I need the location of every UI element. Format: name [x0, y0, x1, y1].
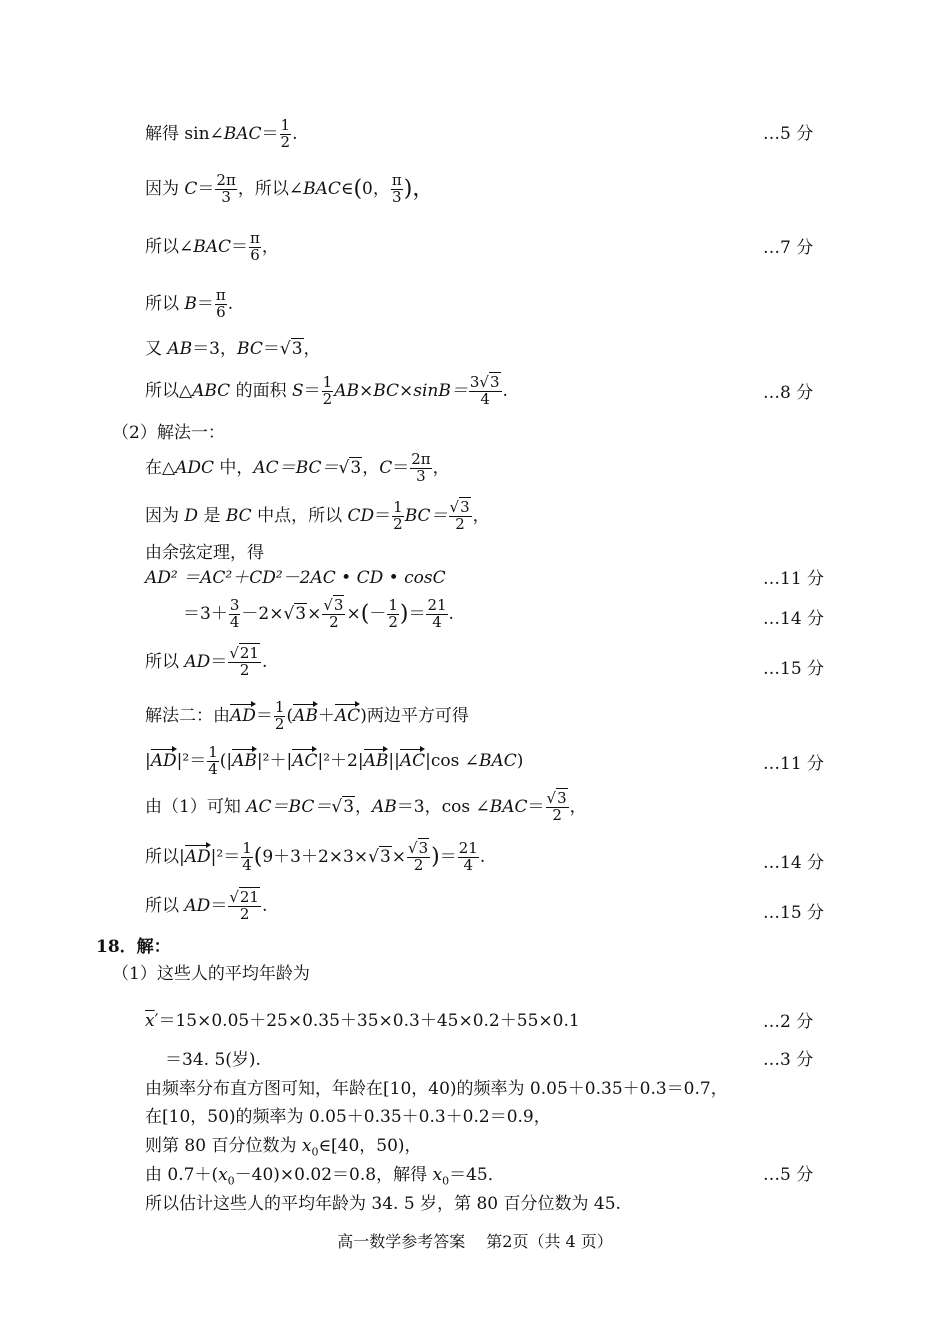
score-mark: …3 分 [763, 1050, 814, 1070]
score-mark: …15 分 [763, 903, 825, 923]
line-ad-result-2: 所以 AD＝ $\frac{√21}{2}$ . [145, 888, 268, 923]
line-ad-compute: ＝3＋ $\frac{3}{4}$ －2×√3× $\frac{√3}{2}$ ×(－ $\frac{1}{2}$ )＝ $\frac{21}{4}$ . [183, 596, 454, 631]
line-vector-compute: 所以|AD|²＝ $\frac{1}{4}$ (9＋3＋2×3×√3× $\frac{√3}{2}$ )＝ $\frac{21}{4}$ . [145, 839, 486, 874]
line-known-values: 由（1）可知 AC＝BC＝√3，AB＝3，cos ∠BAC＝ $\frac{√3}{2}$ ， [145, 789, 587, 824]
line-frequency-40: 由频率分布直方图可知，年龄在[10，40)的频率为 0.05＋0.35＋0.3＝0.7， [145, 1079, 728, 1099]
line-percentile-range: 则第 80 百分位数为 $x_0\in[40$，50)， [145, 1136, 422, 1159]
part2-heading: （2）解法一： [112, 423, 225, 443]
q18-part1: （1）这些人的平均年龄为 [112, 964, 310, 984]
line-b-value: 所以 B＝ $\frac{\pi}{6}$ . [145, 286, 234, 321]
score-mark: …15 分 [763, 659, 825, 679]
line-vector-square: |AD|²＝ $\frac{1}{4}$ (|AB|²＋|AC|²＋2|AB||AC|cos ∠BAC) [145, 743, 524, 778]
line-angle-range: 因为 C＝ $\frac{2\pi}{3}$ ，所以∠BAC∈(0， $\frac{\pi}{3}$ )， [145, 171, 435, 206]
line-ad-squared: AD² ＝AC²＋CD²－2AC • CD • cosC [145, 568, 446, 588]
line-mean-result: ＝34. 5(岁). [165, 1050, 261, 1070]
line-percentile-solve: 由 $0.7+(x_0-40)\times 0.02=0.8$，解得 $x_0=45$． [145, 1165, 505, 1188]
score-mark: …8 分 [763, 383, 814, 403]
line-mean-formula: $\overline{x}'=15\times 0.05+25\times 0.35+35\times 0.3+45\times 0.2+55\times 0.1$ [145, 1011, 580, 1031]
line-conclusion: 所以估计这些人的平均年龄为 34. 5 岁，第 80 百分位数为 45. [145, 1194, 621, 1214]
score-mark: …2 分 [763, 1012, 814, 1032]
line-triangle-adc: 在△ADC 中，AC＝BC＝√3，C＝ $\frac{2\pi}{3}$ ， [145, 450, 450, 485]
score-mark: …5 分 [763, 1165, 814, 1185]
line-frequency-50: 在[10，50)的频率为 0.05＋0.35＋0.3＋0.2＝0.9， [145, 1107, 551, 1127]
line-angle-value: 所以∠BAC＝ $\frac{\pi}{6}$ ， [145, 229, 279, 264]
score-mark: …11 分 [763, 754, 825, 774]
score-mark: …11 分 [763, 569, 825, 589]
line-ad-result: 所以 AD＝ $\frac{√21}{2}$ . [145, 644, 268, 679]
score-mark: …7 分 [763, 238, 814, 258]
page-footer: 高一数学参考答案 第2页（共 4 页） [337, 1232, 613, 1251]
line-area: 所以△ABC 的面积 S＝ $\frac{1}{2}$ AB×BC×sinB＝ $\frac{3√3}{4}$ . [145, 373, 508, 408]
score-mark: …14 分 [763, 609, 825, 629]
score-mark: …5 分 [763, 124, 814, 144]
line-sides: 又 AB＝3，BC＝√3， [145, 339, 321, 359]
line-midpoint: 因为 D 是 BC 中点，所以 CD＝ $\frac{1}{2}$ BC＝ $\frac{√3}{2}$ ， [145, 498, 490, 533]
q18-heading: 18．解： [96, 937, 171, 957]
line-solve-sin: 解得 sin∠BAC＝ $\frac{1}{2}$ . [145, 116, 298, 151]
line-cosine-law: 由余弦定理，得 [145, 543, 264, 563]
score-mark: …14 分 [763, 853, 825, 873]
line-method-two: 解法二：由AD＝ $\frac{1}{2}$ (AB＋AC)两边平方可得 [145, 698, 469, 733]
